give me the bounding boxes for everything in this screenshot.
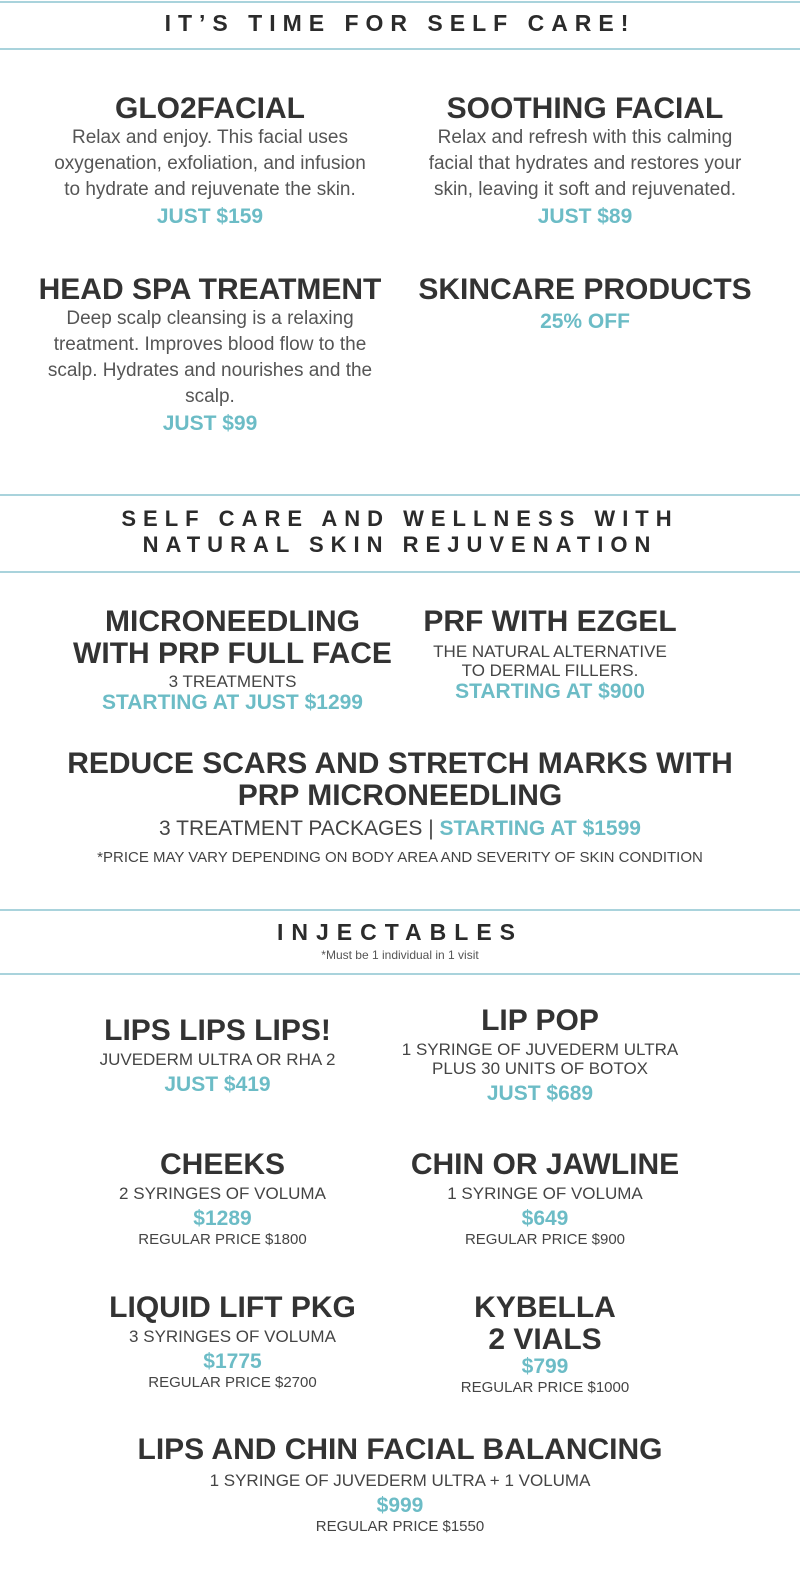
- cheeks-regular-price: REGULAR PRICE $1800: [138, 1230, 307, 1248]
- wellness-banner-line-2: NATURAL SKIN REJUVENATION: [142, 532, 658, 557]
- scars-price: STARTING AT $1599: [439, 817, 641, 840]
- lip-pop-sub-line-1: 1 SYRINGE OF JUVEDERM ULTRA: [401, 1039, 679, 1059]
- chin-jawline-title: CHIN OR JAWLINE: [410, 1148, 680, 1181]
- skincare-products-title: SKINCARE PRODUCTS: [418, 273, 752, 306]
- lips-sub: JUVEDERM ULTRA OR RHA 2: [99, 1049, 336, 1069]
- self-care-banner: IT’S TIME FOR SELF CARE!: [164, 10, 636, 36]
- prf-sub-line-2: TO DERMAL FILLERS.: [461, 660, 639, 680]
- glo2facial-title: GLO2FACIAL: [114, 92, 305, 125]
- liquid-lift-price: $1775: [203, 1349, 262, 1373]
- prf-price: STARTING AT $900: [455, 679, 645, 703]
- head-spa-price: JUST $99: [162, 411, 258, 435]
- kybella-title-line-2: 2 VIALS: [488, 1322, 602, 1356]
- lip-pop-block: [355, 1005, 725, 1106]
- injectables-rule-bottom: [0, 973, 800, 975]
- glo2facial-desc-line-2: oxygenation, exfoliation, and infusion: [54, 152, 366, 174]
- scars-note: *PRICE MAY VARY DEPENDING ON BODY AREA AND SEVERITY OF SKIN CONDITION: [97, 849, 703, 866]
- skincare-products-block: [385, 274, 785, 334]
- kybella-block: [355, 1292, 735, 1396]
- scars-sub: 3 TREATMENT PACKAGES |: [159, 817, 440, 840]
- head-spa-title: HEAD SPA TREATMENT: [38, 273, 382, 306]
- injectables-rule-top: [0, 909, 800, 911]
- facial-balancing-block: [0, 1434, 800, 1535]
- microneedling-price: STARTING AT JUST $1299: [101, 691, 363, 714]
- scars-sub-row: [0, 817, 800, 841]
- cheeks-sub: 2 SYRINGES OF VOLUMA: [119, 1183, 326, 1203]
- head-spa-desc-line-2: treatment. Improves blood flow to the: [53, 333, 367, 355]
- scars-title-line-1: REDUCE SCARS AND STRETCH MARKS WITH: [67, 747, 733, 780]
- prf-title: PRF WITH EZGEL: [423, 605, 677, 638]
- liquid-lift-regular-price: REGULAR PRICE $2700: [148, 1373, 317, 1391]
- glo2facial-price: JUST $159: [156, 204, 264, 228]
- injectables-banner: INJECTABLES: [276, 919, 524, 945]
- lip-pop-price: JUST $689: [486, 1081, 594, 1105]
- soothing-facial-desc-line-2: facial that hydrates and restores your: [428, 152, 742, 174]
- scars-title-line-2: PRP MICRONEEDLING: [237, 778, 563, 812]
- skincare-products-price: 25% OFF: [540, 309, 630, 333]
- head-spa-desc-line-3: scalp. Hydrates and nourishes and the: [47, 359, 373, 381]
- lip-pop-title: LIP POP: [481, 1004, 599, 1037]
- head-spa-block: [10, 274, 410, 436]
- scars-block: [0, 748, 800, 866]
- wellness-rule-top: [0, 494, 800, 496]
- microneedling-title-line-2: WITH PRP FULL FACE: [73, 636, 392, 670]
- chin-jawline-sub: 1 SYRINGE OF VOLUMA: [447, 1183, 643, 1203]
- facial-balancing-sub: 1 SYRINGE OF JUVEDERM ULTRA + 1 VOLUMA: [209, 1470, 591, 1490]
- liquid-lift-title: LIQUID LIFT PKG: [109, 1291, 356, 1324]
- head-spa-desc-line-1: Deep scalp cleansing is a relaxing: [66, 307, 354, 329]
- top-rule: [0, 1, 800, 3]
- wellness-banner-line-1: SELF CARE AND WELLNESS WITH: [121, 506, 679, 531]
- prf-sub-line-1: THE NATURAL ALTERNATIVE: [433, 641, 667, 661]
- liquid-lift-sub: 3 SYRINGES OF VOLUMA: [129, 1326, 336, 1346]
- wellness-rule-bottom: [0, 571, 800, 573]
- facial-balancing-regular-price: REGULAR PRICE $1550: [315, 1517, 485, 1535]
- soothing-facial-title: SOOTHING FACIAL: [446, 92, 724, 125]
- facial-balancing-title: LIPS AND CHIN FACIAL BALANCING: [137, 1433, 663, 1466]
- lips-block: [30, 1015, 405, 1097]
- glo2facial-block: [10, 93, 410, 229]
- chin-jawline-block: [355, 1149, 735, 1248]
- facial-balancing-price: $999: [376, 1493, 424, 1517]
- microneedling-sub: 3 TREATMENTS: [168, 672, 297, 691]
- glo2facial-desc-line-1: Relax and enjoy. This facial uses: [71, 126, 348, 148]
- lips-title: LIPS LIPS LIPS!: [104, 1014, 331, 1047]
- head-spa-desc-line-4: scalp.: [185, 385, 235, 407]
- soothing-facial-block: [385, 93, 785, 229]
- prf-block: [375, 606, 725, 704]
- injectables-note: *Must be 1 individual in 1 visit: [321, 948, 479, 962]
- cheeks-price: $1289: [193, 1206, 252, 1230]
- self-care-rule: [0, 48, 800, 50]
- soothing-facial-desc-line-1: Relax and refresh with this calming: [437, 126, 733, 148]
- chin-jawline-regular-price: REGULAR PRICE $900: [464, 1230, 626, 1248]
- kybella-title-line-1: KYBELLA: [474, 1291, 616, 1324]
- kybella-regular-price: REGULAR PRICE $1000: [460, 1379, 630, 1396]
- lip-pop-sub-line-2: PLUS 30 UNITS OF BOTOX: [431, 1058, 649, 1078]
- soothing-facial-desc-line-3: skin, leaving it soft and rejuvenated.: [433, 178, 737, 200]
- microneedling-block: [40, 606, 425, 715]
- kybella-price: $799: [521, 1355, 569, 1378]
- cheeks-title: CHEEKS: [159, 1148, 286, 1181]
- glo2facial-desc-line-3: to hydrate and rejuvenate the skin.: [64, 178, 356, 200]
- microneedling-title-line-1: MICRONEEDLING: [105, 605, 360, 638]
- lips-price: JUST $419: [164, 1072, 271, 1096]
- soothing-facial-price: JUST $89: [537, 204, 633, 228]
- chin-jawline-price: $649: [521, 1206, 569, 1230]
